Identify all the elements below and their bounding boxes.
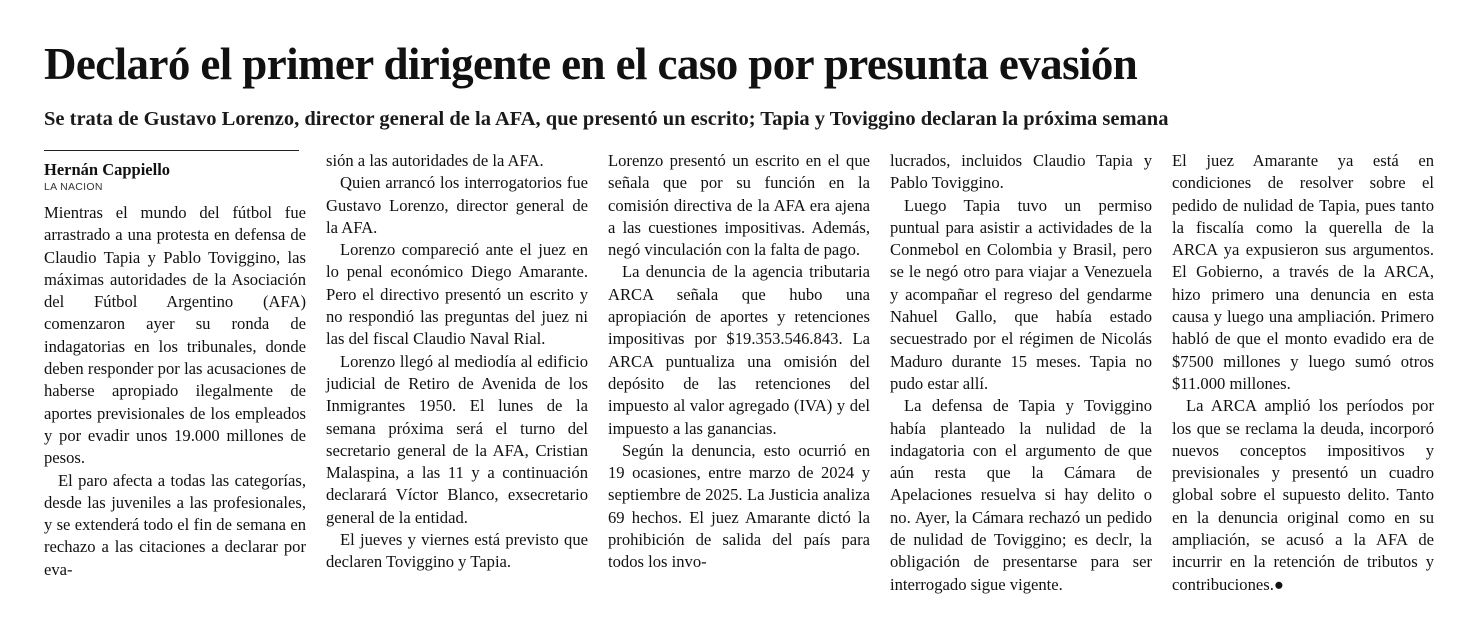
- paragraph: Lorenzo llegó al mediodía al edificio judicial de Retiro de Avenida de los Inmigrantes 1950. El lunes de la semana próxima será el turno del secretario general de la AFA, Cristian Malaspina, a las 11 y a continuación declarará Víctor Blanco, exsecretario general de la entidad.: [326, 351, 588, 527]
- page-title: Declaró el primer dirigente en el caso por presunta evasión: [44, 39, 1138, 89]
- byline-rule: [44, 150, 299, 151]
- column-3: [608, 150, 870, 574]
- column-1: [44, 150, 306, 581]
- column-4: [890, 150, 1152, 596]
- author-byline: Hernán Cappiello: [44, 160, 171, 179]
- paragraph: El jueves y viernes está previsto que declaren Toviggino y Tapia.: [326, 530, 588, 572]
- publication-name: LA NACION: [44, 181, 103, 193]
- paragraph: La defensa de Tapia y Toviggino había planteado la nulidad de la indagatoria con el argumento de que aún resta que la Cámara de Apelaciones resuelva si hay delito o no. Ayer, la Cámara rechazó un pedido de nulidad de Toviggino; es declr, la obligación de presentarse para ser interrogado sigue vigente.: [890, 396, 1152, 594]
- paragraph: La denuncia de la agencia tributaria ARCA señala que hubo una apropiación de aportes y retenciones impositivas por $19.353.546.843. La ARCA puntualiza una omisión del depósito de las retenciones del impuesto al valor agregado (IVA) y del impuesto a las ganancias.: [608, 262, 870, 438]
- article-subhead: Se trata de Gustavo Lorenzo, director general de la AFA, que presentó un escrito; Tapia y Toviggino declaran la próxima semana: [44, 108, 1169, 130]
- column-2: [326, 150, 588, 574]
- paragraph: Luego Tapia tuvo un permiso puntual para asistir a actividades de la Conmebol en Colombia y Brasil, pero se le negó otro para viajar a Venezuela y acompañar el regreso del gendarme Nahuel Gallo, que había estado secuestrado por el régimen de Nicolás Maduro durante 15 meses. Tapia no pudo estar allí.: [890, 195, 1152, 393]
- paragraph: sión a las autoridades de la AFA.: [326, 151, 544, 170]
- paragraph: Quien arrancó los interrogatorios fue Gustavo Lorenzo, director general de la AFA.: [326, 173, 588, 237]
- paragraph: Mientras el mundo del fútbol fue arrastrado a una protesta en defensa de Claudio Tapia y Pablo Toviggino, las máximas autoridades de la Asociación del Fútbol Argentino (AFA) comenzaron ayer su ronda de indagatorias en los tribunales, donde deben responder por las acusaciones de haberse apropiado ilegalmente de aportes previsionales de los empleados y por evadir unos 19.000 millones de pesos.: [44, 203, 306, 468]
- paragraph: Lorenzo compareció ante el juez en lo penal económico Diego Amarante. Pero el directivo presentó un escrito y no respondió las preguntas del juez ni las del fiscal Claudio Naval Rial.: [326, 240, 588, 349]
- paragraph: lucrados, incluidos Claudio Tapia y Pablo Toviggino.: [890, 151, 1152, 193]
- paragraph: Según la denuncia, esto ocurrió en 19 ocasiones, entre marzo de 2024 y septiembre de 2025. La Justicia analiza 69 hechos. El juez Amarante dictó la prohibición de salida del país para todos los invo-: [608, 440, 870, 572]
- paragraph: La ARCA amplió los períodos por los que se reclama la deuda, incorporó nuevos conceptos impositivos y previsionales y presentó un cuadro global sobre el supuesto delito. Tanto en la denuncia original como en su ampliación, se acusó a la AFA de incurrir en la retención de tributos y contribuciones.●: [1172, 396, 1434, 594]
- column-5: [1172, 150, 1434, 596]
- paragraph: El juez Amarante ya está en condiciones de resolver sobre el pedido de nulidad de Tapia, pues tanto la fiscalía como la querella de la ARCA ya expusieron sus argumentos. El Gobierno, a través de la ARCA, hizo primero una denuncia en esta causa y luego una ampliación. Primero habló de que el monto evadido era de $7500 millones y luego sumó otros $11.000 millones.: [1172, 151, 1434, 393]
- paragraph: El paro afecta a todas las categorías, desde las juveniles a las profesionales, y se extenderá todo el fin de semana en rechazo a las citaciones a declarar por eva-: [44, 470, 306, 579]
- article-columns: [44, 150, 1434, 596]
- paragraph: Lorenzo presentó un escrito en el que señala que por su función en la comisión directiva de la AFA era ajena a las cuestiones impositivas. Además, negó vinculación con la falta de pago.: [608, 151, 870, 260]
